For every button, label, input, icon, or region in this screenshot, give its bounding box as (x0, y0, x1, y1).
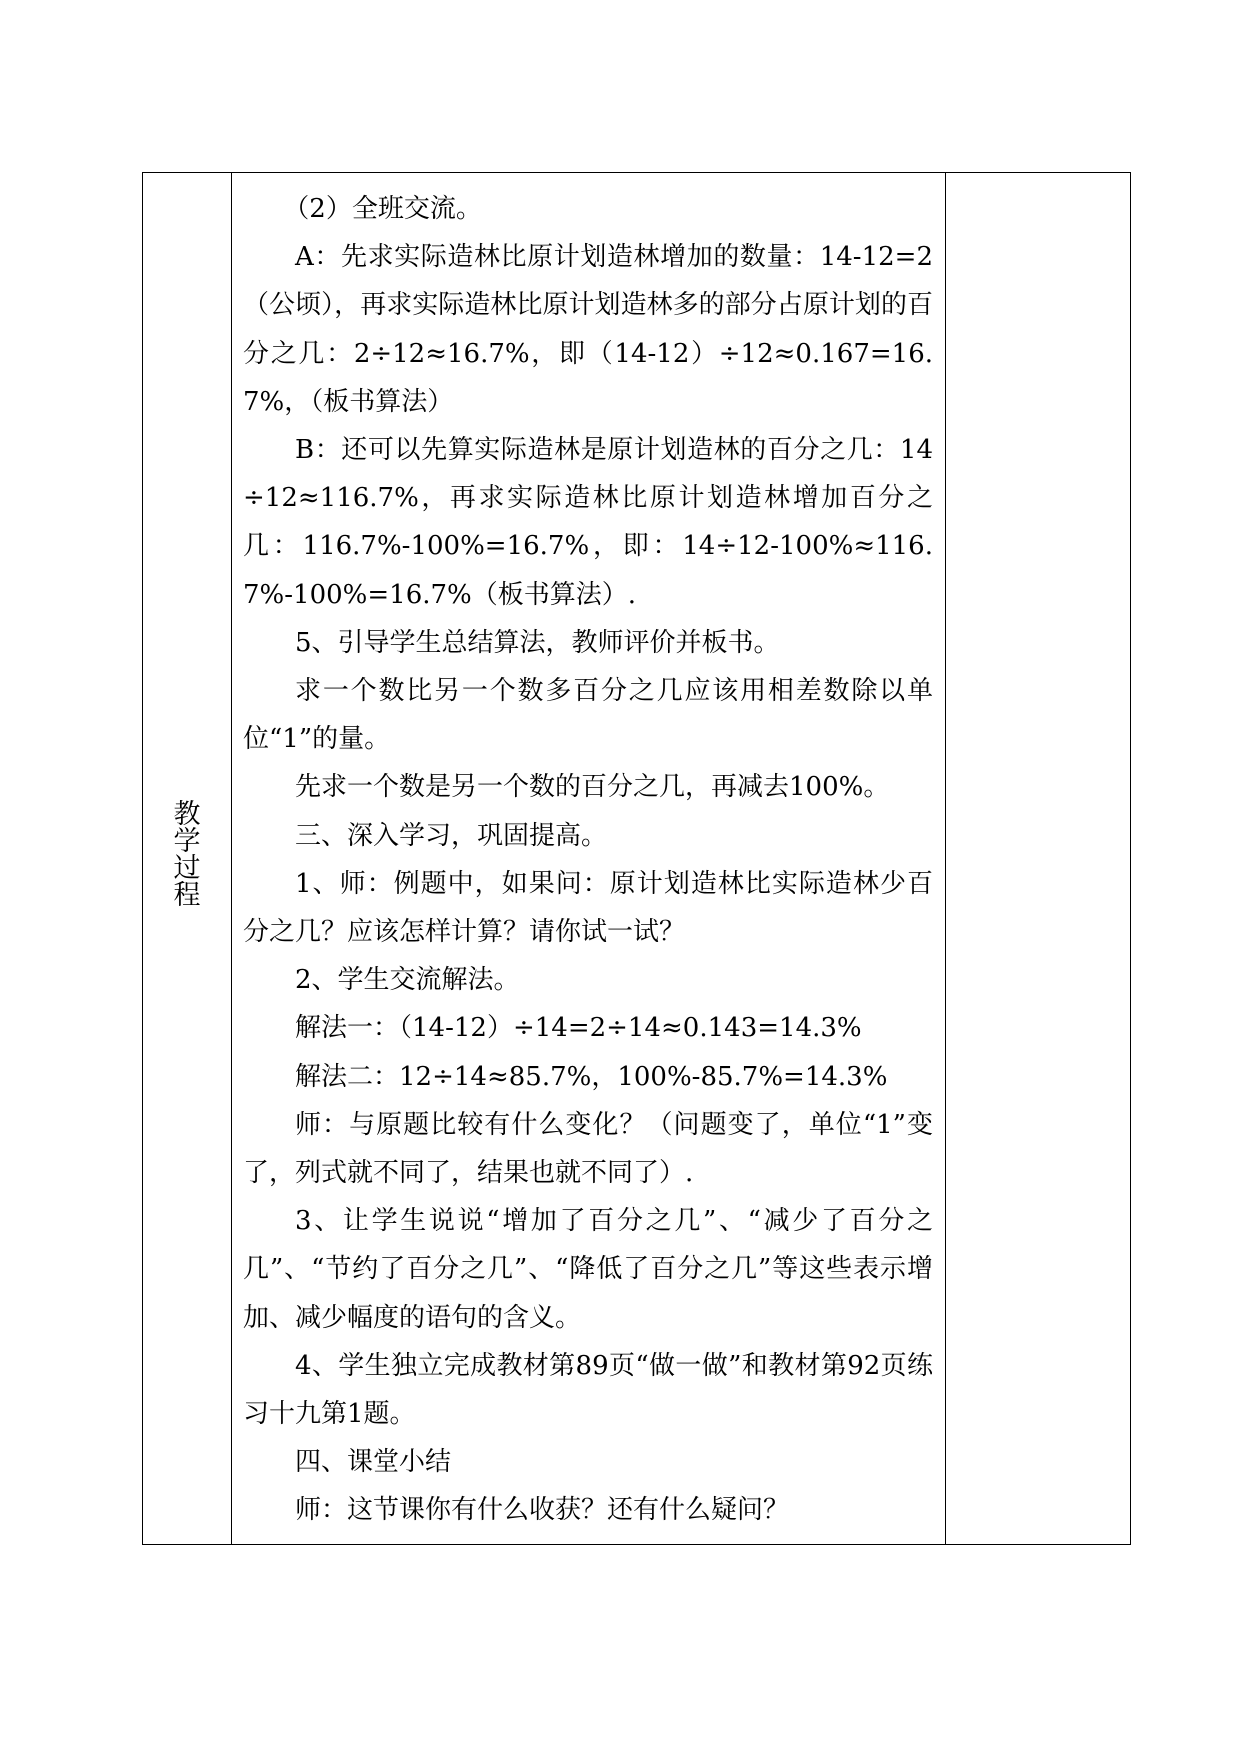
paragraph-section-four-heading: 四、课堂小结 (295, 1447, 452, 1478)
section-label-char: 学 (173, 826, 201, 857)
paragraph-summarize-algorithm: 5、引导学生总结算法，教师评价并板书。 (295, 627, 780, 658)
column-divider-right (945, 173, 946, 1544)
paragraph-section-three-heading: 三、深入学习，巩固提高。 (295, 820, 608, 851)
column-divider-left (231, 173, 232, 1544)
section-label-char: 程 (173, 880, 201, 911)
paragraph-rule-percent: 先求一个数是另一个数的百分之几，再减去100%。 (295, 772, 890, 803)
paragraph-meaning-of-terms: 3、让学生说说“增加了百分之几”、“减少了百分之几”、“节约了百分之几”、“降低了百分之几”等这些表示增加、减少幅度的语句的含义。 (243, 1206, 933, 1333)
paragraph-rule-difference: 求一个数比另一个数多百分之几应该用相差数除以单位“1”的量。 (243, 676, 933, 755)
lesson-plan-table (142, 172, 1131, 1545)
section-label-char: 教 (173, 799, 201, 830)
paragraph-solution-one: 解法一：（14-12）÷14=2÷14≈0.143=14.3% (295, 1013, 862, 1044)
paragraph-solution-two: 解法二：12÷14≈85.7%，100%-85.7%=14.3% (295, 1061, 888, 1092)
remarks-cell-empty (947, 173, 1130, 1544)
paragraph-class-discussion: （2）全班交流。 (283, 194, 482, 224)
paragraph-method-b: B：还可以先算实际造林是原计划造林的百分之几：14÷12≈116.7%，再求实际造林比原计划造林增加百分之几：116.7%-100%=16.7%，即：14÷12-100%≈116.7%-100%=16.7%（板书算法）. (243, 435, 933, 610)
section-label-teaching-process (143, 801, 231, 909)
section-label-char: 过 (173, 853, 201, 884)
paragraph-teacher-compare: 师：与原题比较有什么变化？（问题变了，单位“1”变了，列式就不同了，结果也就不同了）. (243, 1109, 933, 1189)
teaching-process-content (243, 185, 933, 1535)
paragraph-student-exchange: 2、学生交流解法。 (295, 965, 520, 996)
paragraph-method-a: A：先求实际造林比原计划造林增加的数量：14-12=2（公顷），再求实际造林比原计划造林多的部分占原计划的百分之几：2÷12≈16.7%，即（14-12）÷12≈0.167=16.7%，（板书算法） (243, 242, 933, 417)
paragraph-teacher-question: 1、师：例题中，如果问：原计划造林比实际造林少百分之几？应该怎样计算？请你试一试？ (243, 868, 933, 948)
paragraph-independent-exercise: 4、学生独立完成教材第89页“做一做”和教材第92页练习十九第1题。 (243, 1350, 933, 1430)
paragraph-closing-question: 师：这节课你有什么收获？还有什么疑问？ (295, 1495, 790, 1526)
